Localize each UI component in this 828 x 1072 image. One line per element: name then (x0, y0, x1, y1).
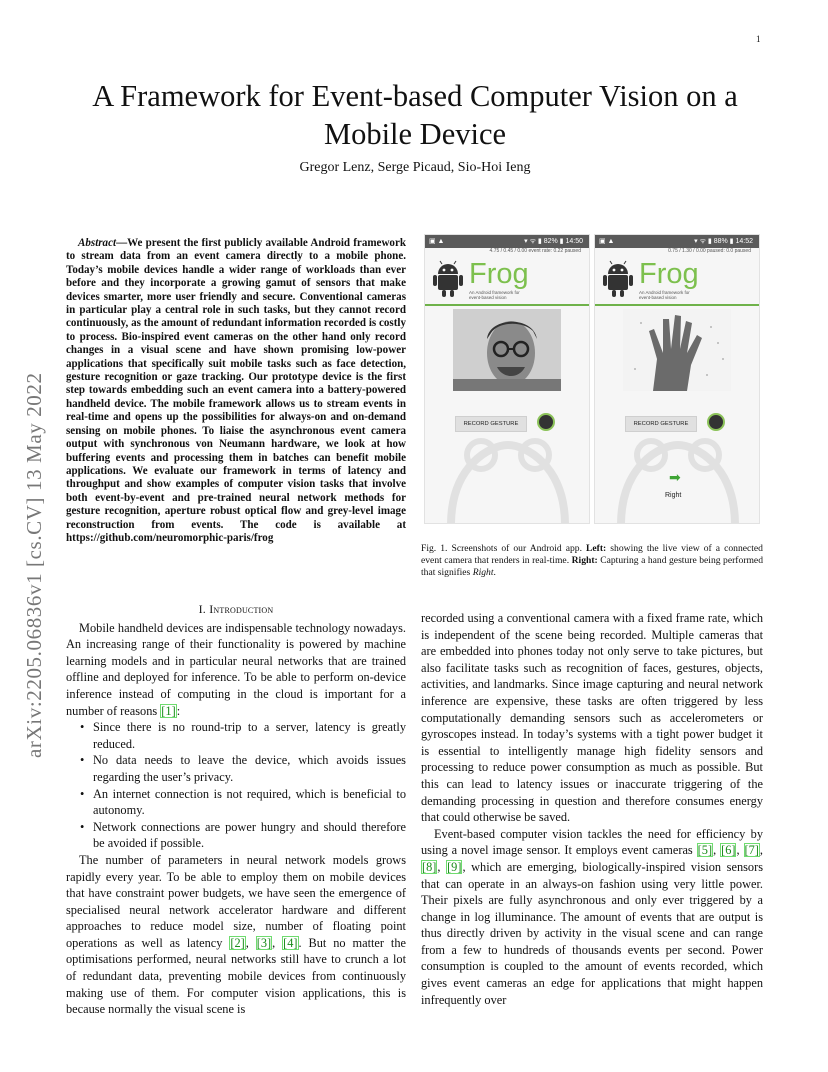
app-name: Frog (469, 258, 529, 290)
citation-link[interactable]: [2] (230, 935, 245, 950)
list-item: • An internet connection is not required, which is beneficial to autonomy. (93, 786, 406, 819)
citation-link[interactable]: [5] (697, 843, 713, 858)
android-robot-icon (603, 260, 633, 298)
frog-watermark-icon (441, 425, 575, 524)
introduction-section (66, 601, 406, 1018)
right-paragraph-2 (421, 826, 763, 1009)
list-item: • Since there is no round-trip to a server, latency is greatly reduced. (93, 719, 406, 752)
right-paragraph-1: recorded using a conventional camera with a fixed frame rate, which is independent of the scene being recorded. Multiple cameras that are embedded into phones today not only serve to take pictures, but also facilitate tasks such as recognition of faces, gestures, objects, activities, and landmarks. Since image capturing and neural network inference are expensive, these tasks are often triggered by less computationally demanding sensors such as accelerometers or gyroscopes instead. In today’s systems with a tight power budget it is essential to intelligently manage high fidelity sensors and processing to reduce power consumption as much as possible. But this can lead to latency issues or inaccurate triggering of the demanding processing in question and therefore consumes energy that could otherwise be saved. (421, 611, 763, 825)
text: , (272, 935, 283, 950)
paper-title: A Framework for Event-based Computer Vision on a Mobile Device (92, 79, 738, 151)
app-name: Frog (639, 258, 699, 290)
record-gesture-button[interactable]: RECORD GESTURE (625, 416, 697, 432)
record-gesture-button[interactable]: RECORD GESTURE (455, 416, 527, 432)
figure-caption (421, 543, 763, 579)
text: . But no matter the optimisations performed, neural networks still have to crunch a lot of redundant data, preventing mobile devices from continuously making use of them. For computer vision applications, this is because normally the visual scene is (66, 935, 407, 1017)
caption-left-text: showing the live view of a connected event camera that renders in real-time. (421, 543, 763, 567)
camera-icon[interactable] (707, 413, 725, 431)
text: : (176, 703, 181, 718)
citation-link[interactable]: [9] (447, 859, 462, 874)
abstract (66, 237, 406, 545)
text: , (245, 935, 256, 950)
abstract-text: —We present the first publicly available Android framework to stream data from an event camera directly to a mobile phone. Today’s mobile devices handle a wider range of workloads than ever before and they incorporate a growing gamut of sensors that make devices smarter, more user friendly and secure. Conventional cameras in particular play a central role in such tasks, but they cannot record continuously, as the amount of redundant information recorded is costly to process. Bio-inspired event cameras on the other hand only record changes in a visual scene and have shown promising low-power applications that specifically suit mobile tasks such as face detection, gesture recognition or gaze tracking. Our prototype device is the first step towards embedding such an event camera into a battery-powered handheld device. The mobile framework allows us to stream events in real-time and opens up the possibilities for always-on and on-demand sensing on mobile phones. To liaise the asynchronous event camera output with synchronous von Neumann hardware, we look at how buffering events and processing them in batches can benefit mobile applications. We evaluate our framework in terms of latency and throughput and show examples of computer vision tasks that involve both event-by-event and pre-trained neural network methods for gesture recognition, aperture robust optical flow and grey-level image reconstruction from events. The code is available at https://github.com/neuromorphic-paris/frog (66, 237, 406, 544)
citation-link[interactable]: [6] (721, 843, 736, 858)
notification-icons: ▣ ▲ (599, 238, 615, 245)
citation-link[interactable]: [7] (744, 843, 759, 858)
intro-paragraph-1 (66, 620, 406, 720)
event-rate-text: 0.75 / 1.30 / 0.00 paused: 0.0 paused (668, 248, 751, 254)
caption-left-label: Left: (586, 543, 607, 554)
status-bar (595, 235, 759, 248)
app-tagline: An Android framework for event-based vision (469, 290, 520, 300)
camera-icon[interactable] (537, 413, 555, 431)
android-robot-icon (433, 260, 463, 298)
figure-1 (424, 234, 762, 524)
paper-authors: Gregor Lenz, Serge Picaud, Sio-Hoi Ieng (299, 160, 531, 175)
text: , (759, 843, 763, 858)
notification-icons: ▣ ▲ (429, 238, 445, 245)
event-rate-text: 4.75 / 0.45 / 0.00 event rate: 0.22 paused (489, 248, 581, 254)
app-header (595, 258, 759, 306)
right-column-text (421, 610, 763, 1008)
text: , (736, 843, 744, 858)
page-number: 1 (756, 34, 761, 44)
status-text: ▾ ᯤ ▮ 82% ▮ 14:50 (524, 238, 583, 245)
status-bar (425, 235, 589, 248)
caption-prefix: Fig. 1. Screenshots of our Android app. (421, 543, 587, 554)
event-camera-view-hand (623, 309, 731, 391)
event-camera-view-face (453, 309, 561, 391)
text: Event-based computer vision tackles the need for efficiency by using a novel image sensor. It employs event cameras (421, 826, 763, 858)
arxiv-identifier[interactable]: arXiv:2205.06836v1 [cs.CV] 13 May 2022 (22, 372, 46, 758)
caption-right-text: Capturing a hand gesture being performed that signifies (421, 555, 763, 579)
section-heading: I. Introduction (198, 602, 274, 616)
status-text: ▾ ᯤ ▮ 88% ▮ 14:52 (694, 238, 753, 245)
right-arrow-icon: ➡ (669, 470, 681, 486)
gesture-label: Right (665, 492, 682, 499)
caption-right-italic: Right (472, 567, 494, 579)
app-tagline: An Android framework for event-based vision (639, 290, 690, 300)
phone-screenshot-left (424, 234, 590, 524)
citation-link[interactable]: [4] (283, 935, 298, 950)
abstract-label: Abstract (78, 237, 117, 249)
list-item: • Network connections are power hungry and should therefore be avoided if possible. (93, 819, 406, 852)
list-item: • No data needs to leave the device, which avoids issues regarding the user’s privacy. (93, 752, 406, 785)
text: , (437, 859, 447, 874)
citation-link[interactable]: [3] (256, 935, 272, 950)
intro-paragraph-2 (66, 852, 406, 1018)
caption-end: . (493, 567, 496, 579)
reasons-list (66, 719, 406, 852)
text: Mobile handheld devices are indispensable technology nowadays. An increasing range of their functionality is powered by machine learning models and in particular neural networks that are trained offline and deployed for inference. To be able to perform on-device inference instead of computing in the cloud is important for a number of reasons (66, 620, 406, 718)
citation-link[interactable]: [8] (422, 859, 437, 874)
text: , which are emerging, biologically-inspired vision sensors that can operate in an always-on fashion using very little power. Their pixels are fully asynchronous and only ever triggered by a change in log illuminance. The amount of events that are output is thus directly driven by activity in the visual scene and can range from a few to hundreds of thousands events per second. Power consumption is coupled to the amount of events recorded, which gives event cameras an edge for applications that might happen infrequently over (421, 859, 763, 1007)
text: , (713, 843, 721, 858)
phone-screenshot-right (594, 234, 760, 524)
text: The number of parameters in neural network models grows rapidly every year. To be able to employ them on mobile devices that have constraint power budgets, we have seen the emergence of specialised neural network accelerator hardware and different approaches to reduce model size, number of floating point operations as well as latency (66, 852, 406, 950)
citation-link[interactable]: [1] (161, 703, 176, 718)
caption-right-label: Right: (571, 555, 598, 567)
app-header (425, 258, 589, 306)
